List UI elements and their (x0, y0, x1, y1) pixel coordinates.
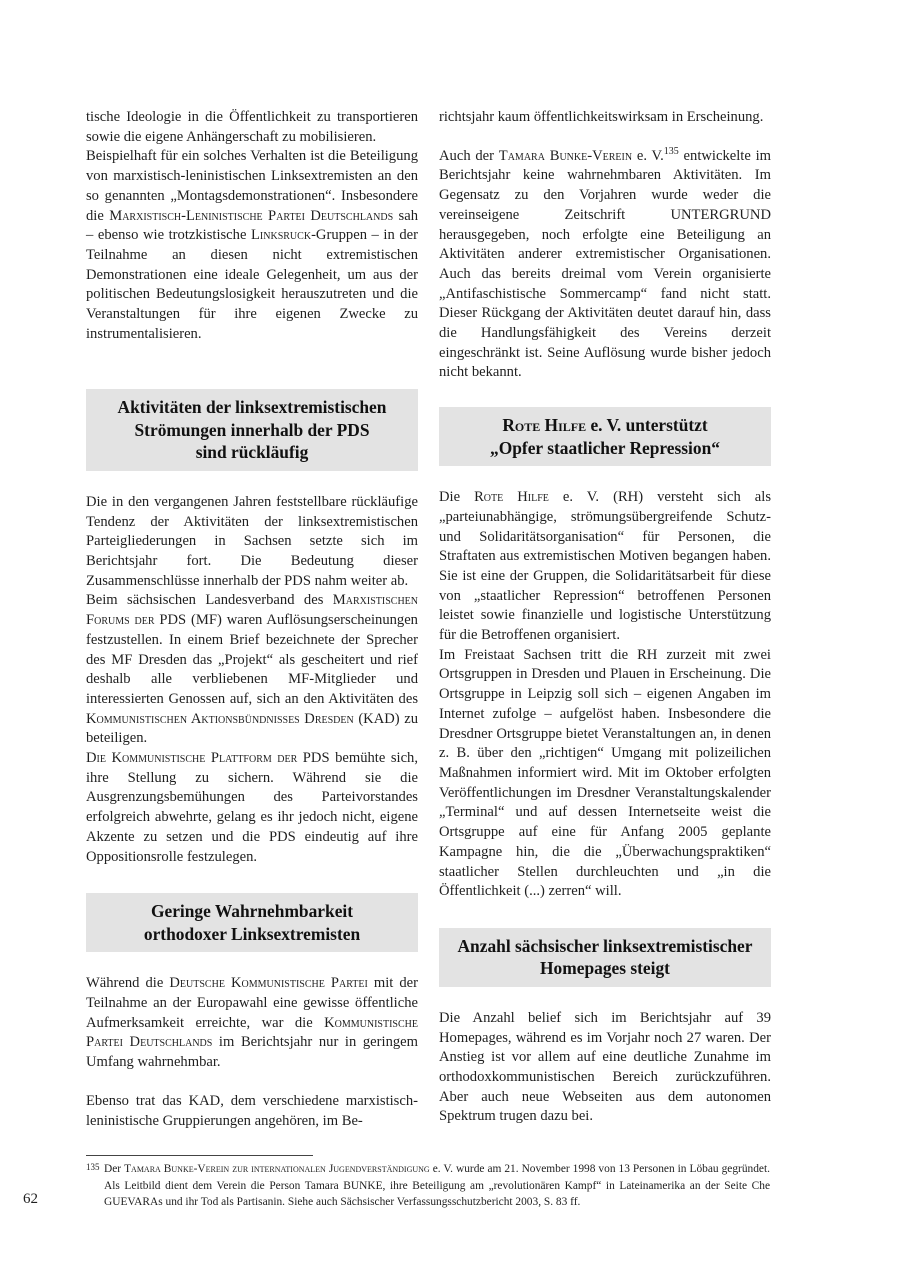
footnote-number: 135 (86, 1162, 100, 1172)
org-name-tamara-bunke-verein-full: Tamara Bunke-Verein zur internationalen Jugendverständigung (124, 1163, 430, 1175)
heading-line: sind rückläufig (195, 442, 309, 463)
right-paragraph-2 (439, 147, 771, 383)
section-heading-orthodox (86, 893, 418, 952)
text-run: mit der Teilnahme an der Europawahl eine gewisse öffentliche Aufmerksamkeit erreichte, war die (86, 975, 419, 1031)
text-run: sah – ebenso wie trotzkistische (86, 207, 419, 244)
org-name-dkp: Deutsche Kommunistische Partei (169, 975, 368, 992)
footnote (86, 1161, 770, 1211)
text-run: e. V. unterstützt (586, 415, 708, 436)
text-run: Die (439, 489, 475, 506)
heading-line: Aktivitäten der linksextremistischen (117, 397, 387, 418)
text-run: e. V. (RH) versteht sich als „parteiunabhängige, strömungsübergreifende Schutz- und Solidaritätsorganisation“ für Personen, die Straftaten aus extremistischen Motiven begangen haben. Sie ist eine der Gruppen, die Solidaritätsarbeit für diese von „staatlicher Repression“ betroffenen Personen leistet sowie finanzielle und logistische Unterstützung für die Betroffenen organisiert. (439, 489, 771, 644)
heading-line: „Opfer staatlicher Repression“ (490, 437, 720, 458)
org-name-kad: Kommunistischen Aktionsbündnisses Dresden (86, 710, 354, 727)
text-run: Der (104, 1163, 125, 1175)
right-paragraph-5: Die Anzahl belief sich im Berichtsjahr auf 39 Homepages, während es im Vorjahr noch 27 waren. Der Anstieg ist vor allem auf eine deutliche Zunahme im orthodoxkommunistischen Bereich zurückzuführen. Aber auch neue Webseiten aus dem autonomen Spektrum trugen dazu bei. (439, 1009, 771, 1125)
left-column (86, 108, 418, 1131)
right-paragraph-1: richtsjahr kaum öffentlichkeitswirksam in Erscheinung. (439, 109, 764, 125)
org-name-kpd: Kommunistische Partei Deutschlands (86, 1014, 418, 1051)
left-paragraph-1: tische Ideologie in die Öffentlichkeit zu transportieren sowie die eigene Anhängerschaft zu mobilisieren. (86, 109, 418, 145)
text-run: Während die (86, 975, 170, 992)
org-name-mlpd: Marxistisch-Leninistische Partei Deutschlands (109, 207, 394, 224)
org-name-tamara-bunke-verein: Tamara Bunke-Verein (498, 147, 633, 164)
text-run: Beim sächsischen Landesverband des (86, 592, 333, 609)
org-name-rote-hilfe: Rote Hilfe (474, 489, 549, 506)
text-run: (KAD) zu beteiligen. (86, 710, 418, 747)
section-heading-rote-hilfe (439, 407, 771, 466)
text-run: Auch der (439, 147, 499, 164)
footnote-separator (86, 1155, 313, 1156)
org-name-kpf: Die Kommunistische Plattform der PDS (86, 750, 330, 767)
heading-line: Geringe Wahrnehmbarkeit (150, 901, 354, 922)
text-run: -Gruppen – in der Teilnahme an diesen nicht extremistischen Demonstrationen eine ideale Gelegenheit, um aus der politischen Bedeutungslosigkeit herauszutreten und die Veranstaltungen für ihre eigenen Zwecke zu instrumentalisieren. (86, 227, 418, 342)
footnote-text (104, 1161, 770, 1211)
org-name-linksruck: Linksruck (251, 227, 312, 244)
text-run: entwickelte im Berichtsjahr keine wahrnehmbaren Aktivitäten. Im Gegensatz zu den Vorjahren wurde weder die vereinseigene Zeitschrift UNTERGRUND herausgegeben, noch erfolgte eine Beteiligung an Aktivitäten anderer extremistischer Organisationen. Auch das bereits dreimal vom Verein organisierte „Antifaschistische Sommercamp“ fand nicht statt. Dieser Rückgang der Aktivitäten deutet darauf hin, dass die Handlungsfähigkeit des Vereins derzeit eingeschränkt ist. Seine Auflösung wurde bisher jedoch nicht bekannt. (439, 147, 771, 381)
text-run: im Berichtsjahr nur in geringem Umfang wahrnehmbar. (86, 1034, 418, 1071)
left-paragraph-6 (86, 974, 418, 1073)
left-paragraph-5 (86, 749, 418, 867)
text-run: e. V. wurde am 21. November 1998 von 13 Personen in Löbau gegründet. Als Leitbild dient dem Verein die Person Tamara BUNKE, ihre Beteiligung am „revolutionären Kampf“ in Lateinamerika an der Seite Che GUEVARAs und ihr Tod als Partisanin. Siehe auch Sächsischer Verfassungsschutzbericht 2003, S. 83 ff. (104, 1163, 770, 1208)
left-paragraph-7: Ebenso trat das KAD, dem verschiedene marxistisch-leninistische Gruppierungen angehören, im Be- (86, 1092, 418, 1129)
text-run: (MF) waren Auflösungserscheinungen festzustellen. In einem Brief bezeichnete der Sprecher des MF Dresden das „Projekt“ als gescheitert und rief deshalb alle verbliebenen MF-Mitglieder und interessierten Genossen auf, sich an den Aktivitäten des (86, 612, 418, 707)
footnote-reference: 135 (663, 145, 679, 157)
left-paragraph-2 (86, 147, 418, 344)
left-paragraph-4 (86, 591, 418, 749)
left-paragraph-3: Die in den vergangenen Jahren feststellbare rückläufige Tendenz der Aktivitäten der linksextremistischen Parteigliederungen in Sachsen setzte sich im Berichtsjahr fort. Die Bedeutung dieser Zusammenschlüsse innerhalb der PDS nahm weiter ab. (86, 493, 418, 589)
org-name-rote-hilfe: Rote Hilfe (502, 415, 587, 436)
page-number: 62 (23, 1191, 38, 1207)
heading-line: Homepages steigt (540, 958, 670, 979)
heading-line: Anzahl sächsischer linksextremistischer (457, 935, 753, 956)
heading-line (447, 414, 763, 437)
heading-line: orthodoxer Linksextremisten (143, 923, 361, 944)
text-run: e. V. (632, 147, 664, 164)
right-column (439, 108, 771, 1127)
section-heading-pds (86, 389, 418, 471)
text-run: Beispielhaft für ein solches Verhalten ist die Beteiligung von marxistisch-leninistischen Linksextremisten an den so genannten „Montagsdemonstrationen“. Insbesondere die (86, 148, 418, 224)
heading-line: Strömungen innerhalb der PDS (134, 419, 370, 440)
text-run: bemühte sich, ihre Stellung zu sichern. Während sie die Ausgrenzungsbemühungen des Parteivorstandes erfolgreich abwehrte, gelang es ihr jedoch nicht, eigene Akzente zu setzen und die PDS eindeutig auf ihre Oppositionsrolle festzulegen. (86, 750, 418, 865)
section-heading-homepages (439, 928, 771, 987)
org-name-mf: Marxistischen Forums der PDS (86, 592, 418, 629)
right-paragraph-3 (439, 488, 771, 646)
right-paragraph-4: Im Freistaat Sachsen tritt die RH zurzeit mit zwei Ortsgruppen in Dresden und Plauen in Erscheinung. Die Ortsgruppe in Leipzig soll sich – eigenen Angaben im Internet zufolge – aufgelöst haben. Insbesondere die Dresdner Ortsgruppe bietet Veranstaltungen an, in denen z. B. über den „richtigen“ Umgang mit polizeilichen Maßnahmen informiert wird. Mit im Oktober erfolgten Veröffentlichungen im Dresdner Veranstaltungskalender „Terminal“ und auf dessen Internetseite weist die Ortsgruppe auf eine für Anfang 2005 geplante Kampagne hin, die die „Überwachungspraktiken“ staatlicher Stellen durchleuchten und „in die Öffentlichkeit (...) zerren“ will. (439, 646, 771, 900)
